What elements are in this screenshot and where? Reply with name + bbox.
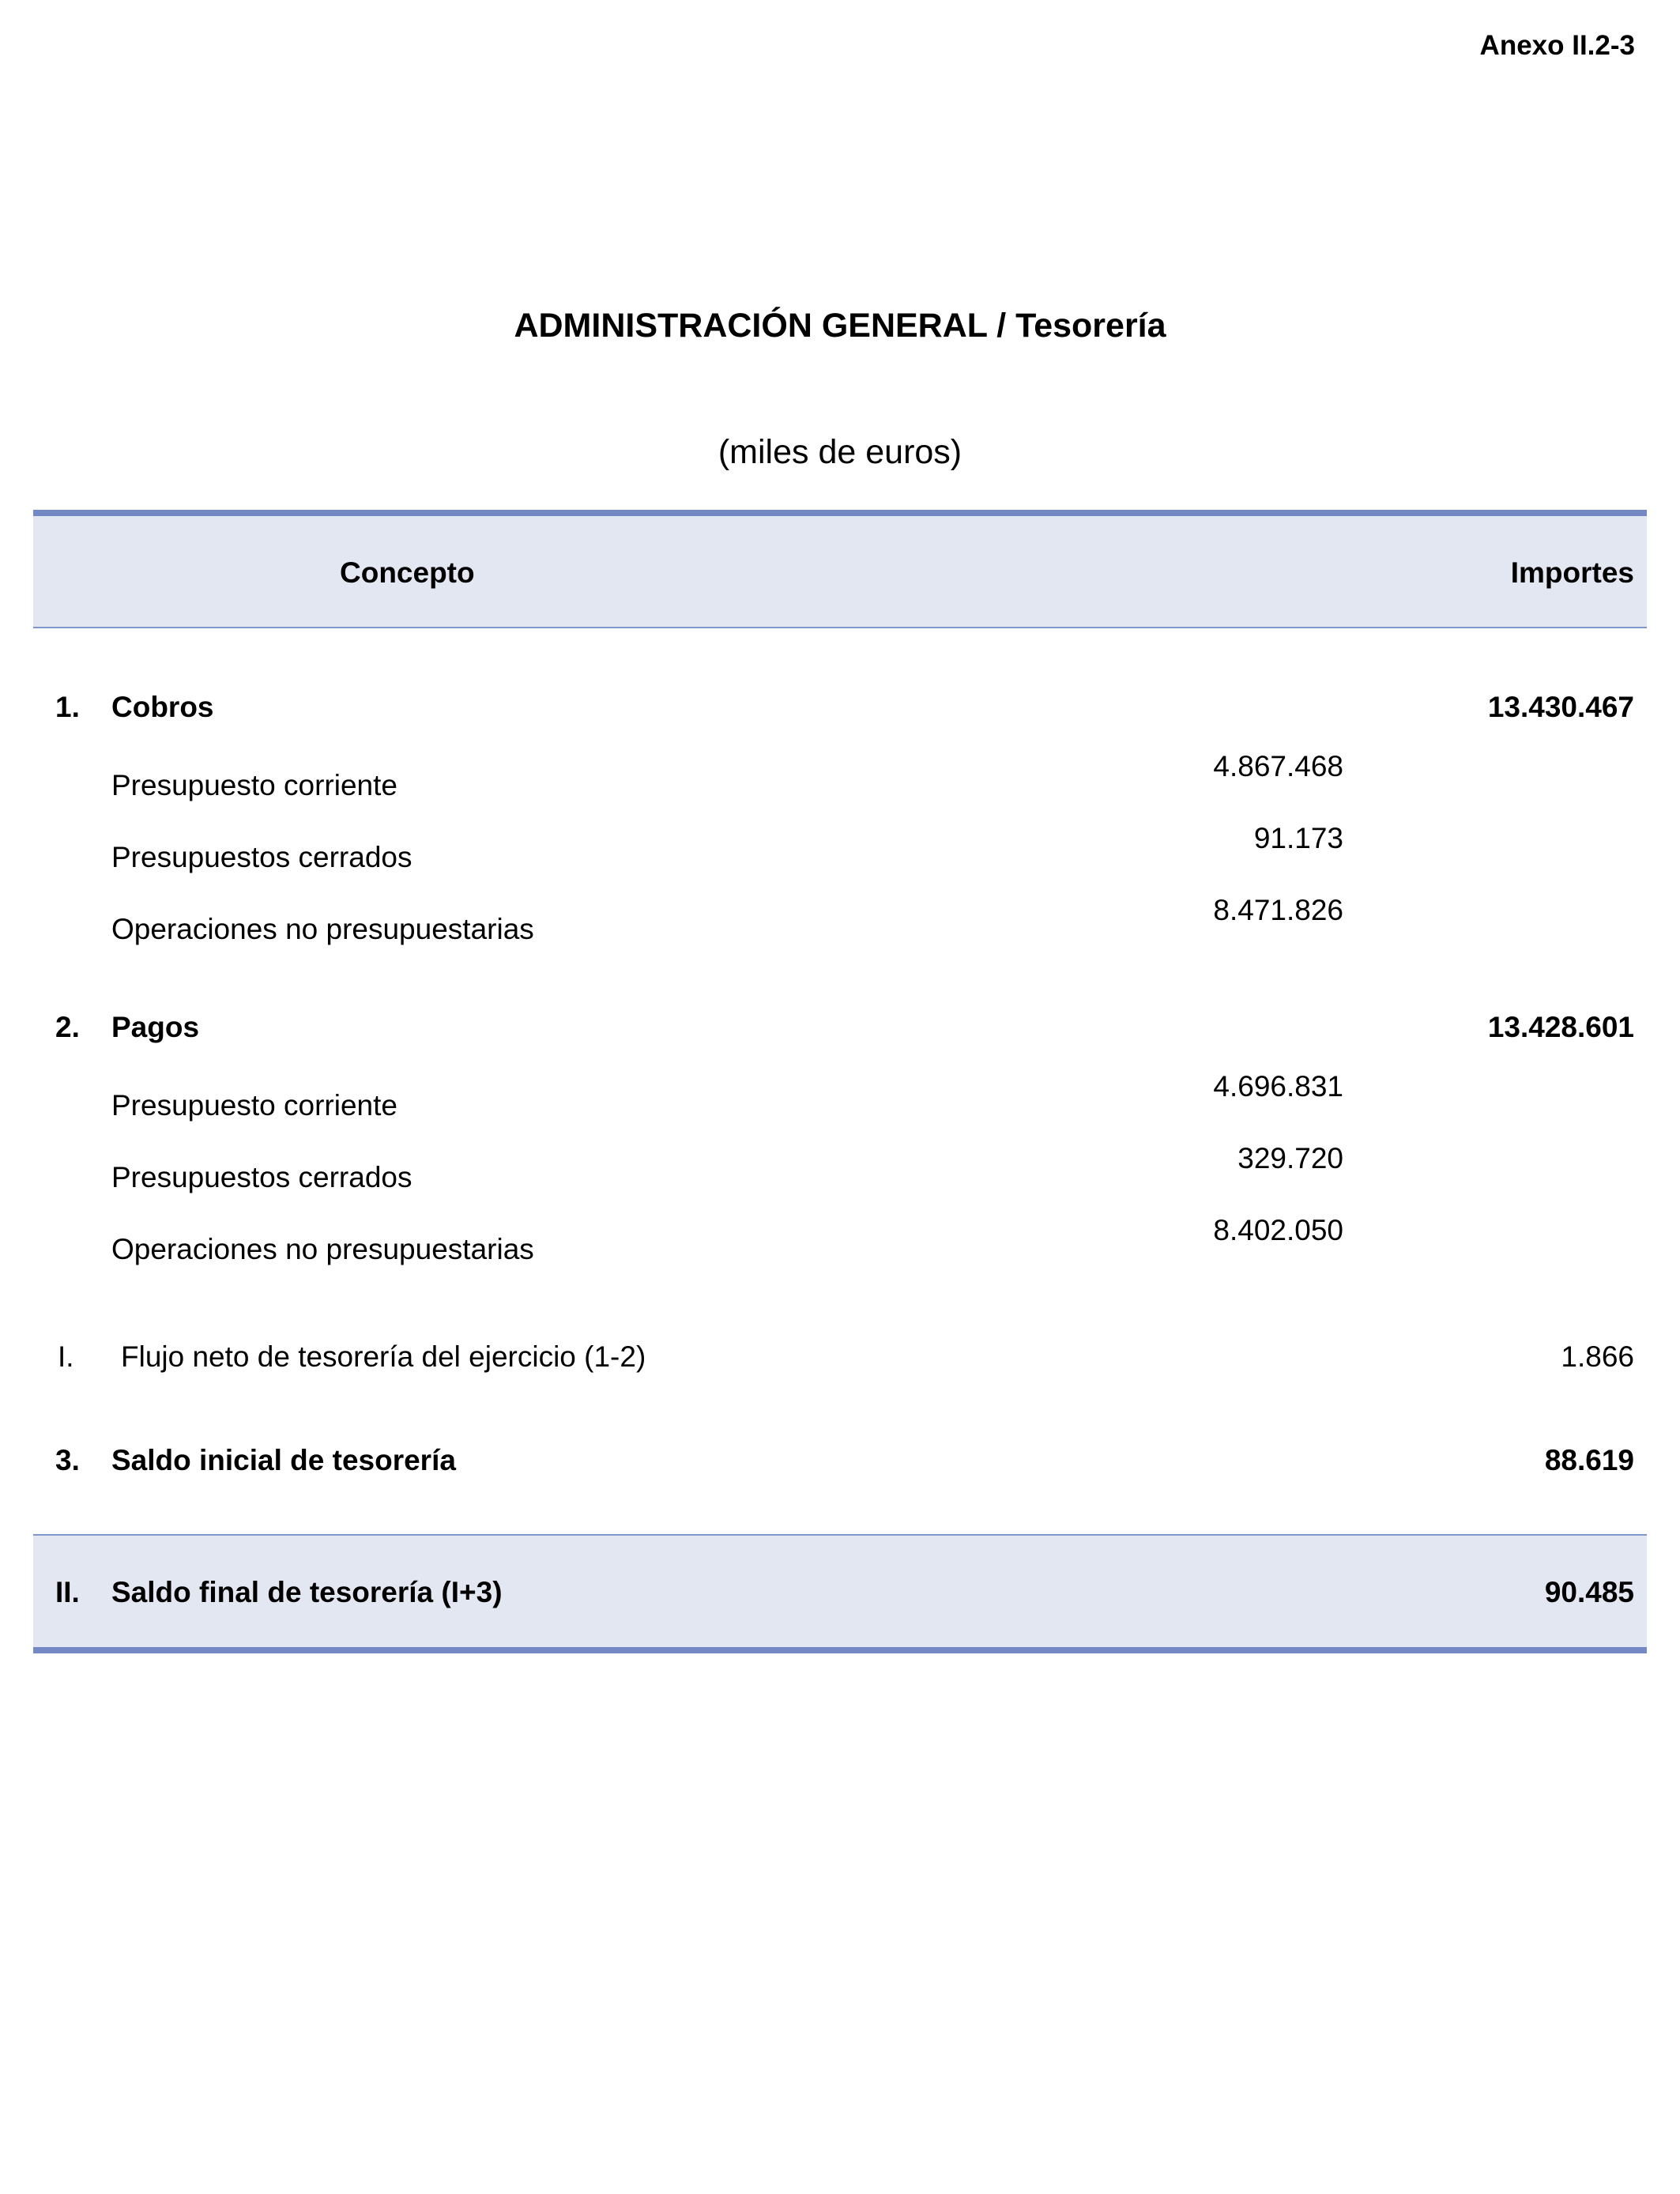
page-subtitle: (miles de euros) — [718, 433, 962, 471]
pagos-number: 2. — [55, 1011, 80, 1043]
saldo-final-top-rule — [33, 1534, 1647, 1536]
pagos-total: 13.428.601 — [1487, 1011, 1634, 1043]
cobros-total: 13.430.467 — [1487, 691, 1634, 723]
annex-label: Anexo II.2-3 — [1479, 30, 1635, 61]
cobros-label: Cobros — [111, 691, 214, 723]
table-bottom-rule — [33, 1647, 1647, 1653]
table-top-rule — [33, 510, 1647, 516]
pagos-item-value: 8.402.050 — [1213, 1214, 1343, 1246]
cobros-item-label: Presupuestos cerrados — [111, 841, 412, 873]
pagos-item-value: 4.696.831 — [1213, 1070, 1343, 1103]
saldo-final-number: II. — [55, 1576, 80, 1608]
cobros-number: 1. — [55, 691, 80, 723]
pagos-item-label: Presupuestos cerrados — [111, 1161, 412, 1193]
page-title: ADMINISTRACIÓN GENERAL / Tesorería — [514, 307, 1166, 345]
saldo-inicial-number: 3. — [55, 1444, 80, 1476]
table-header-bottom-rule — [33, 627, 1647, 628]
saldo-final-label: Saldo final de tesorería (I+3) — [111, 1576, 503, 1608]
table-header-band — [33, 515, 1647, 628]
saldo-final-value: 90.485 — [1544, 1576, 1634, 1608]
pagos-item-label: Operaciones no presupuestarias — [111, 1233, 534, 1265]
saldo-inicial-label: Saldo inicial de tesorería — [111, 1444, 456, 1476]
flujo-value: 1.866 — [1561, 1340, 1634, 1373]
saldo-inicial-value: 88.619 — [1544, 1444, 1634, 1476]
cobros-item-label: Operaciones no presupuestarias — [111, 913, 534, 945]
cobros-item-value: 4.867.468 — [1213, 750, 1343, 782]
header-amounts: Importes — [1510, 556, 1634, 589]
pagos-item-value: 329.720 — [1237, 1142, 1343, 1174]
cobros-item-value: 91.173 — [1253, 822, 1343, 854]
cobros-item-label: Presupuesto corriente — [111, 769, 397, 801]
header-concept: Concepto — [340, 556, 475, 589]
pagos-item-label: Presupuesto corriente — [111, 1089, 397, 1122]
cobros-item-value: 8.471.826 — [1213, 894, 1343, 926]
flujo-number: I. — [58, 1340, 74, 1373]
pagos-label: Pagos — [111, 1011, 200, 1043]
flujo-label: Flujo neto de tesorería del ejercicio (1-2) — [121, 1340, 646, 1373]
